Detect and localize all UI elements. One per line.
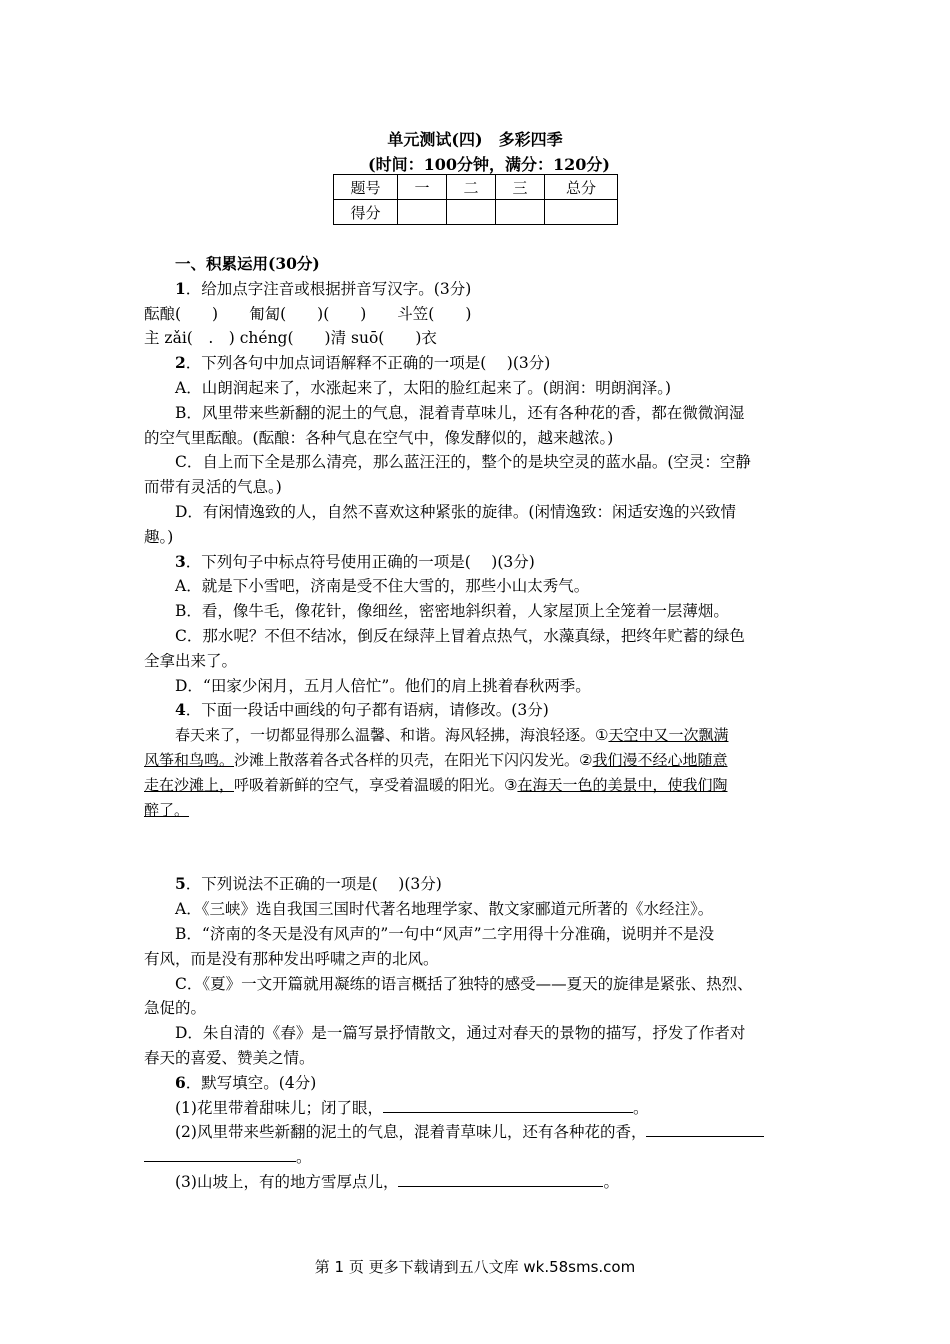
table-cell (496, 200, 545, 225)
question-number: 4 (175, 700, 186, 720)
underlined-sentence: 风筝和鸟鸣。 (144, 750, 235, 769)
question-1-line-1: 酝酿( ) 匍匐( )( ) 斗笠( ) (144, 304, 472, 323)
table-cell (447, 200, 496, 225)
question-2-stem (144, 351, 812, 376)
option-a: A．《三峡》选自我国三国时代著名地理学家、散文家郦道元所著的《水经注》。 (175, 900, 714, 919)
question-text: ．下列句子中标点符号使用正确的一项是( )(3分) (185, 552, 535, 571)
underlined-sentence: 在海天一色的美景中，使我们陶 (517, 775, 728, 794)
question-text: ．默写填空。(4分) (185, 1073, 317, 1092)
question-1-line-2: 主 zǎi( . ) chéng( )清 suō( )衣 (144, 329, 437, 348)
table-cell: 三 (496, 175, 545, 200)
table-row (334, 175, 618, 200)
option-b: B．“济南的冬天是没有风声的”一句中“风声”二字用得十分准确，说明并不是没 (175, 924, 715, 943)
exam-info: (时间：100分钟，满分：120分) (368, 155, 610, 174)
fill-blank-2 (144, 1120, 812, 1145)
option-b: B．看，像牛毛，像花针，像细丝，密密地斜织着，人家屋顶上全笼着一层薄烟。 (175, 602, 729, 621)
underlined-sentence: 醉了。 (144, 800, 190, 819)
passage-line (144, 748, 812, 773)
section-heading: 一、积累运用(30分) (175, 254, 320, 273)
question-number: 3 (175, 551, 186, 571)
table-cell (398, 200, 447, 225)
question-text: ．下列各句中加点词语解释不正确的一项是( )(3分) (185, 354, 551, 373)
option-d: D．“田家少闲月，五月人倍忙”。他们的肩上挑着春秋两季。 (175, 676, 591, 695)
option-b-cont: 有风，而是没有那种发出呼啸之声的北风。 (144, 949, 439, 968)
table-cell: 得分 (334, 200, 398, 225)
option-b-cont: 的空气里酝酿。(酝酿：各种气息在空气中，像发酵似的，越来越浓。) (144, 428, 614, 447)
option-d-cont: 春天的喜爱、赞美之情。 (144, 1048, 315, 1067)
score-table (333, 174, 618, 225)
question-number: 2 (175, 353, 186, 373)
fill-blank-1 (144, 1096, 812, 1121)
option-d: D．朱自清的《春》是一篇写景抒情散文，通过对春天的景物的描写，抒发了作者对 (175, 1024, 746, 1043)
passage-text: 沙滩上散落着各式各样的贝壳，在阳光下闪闪发光。② (234, 750, 593, 769)
option-c-cont: 急促的。 (144, 999, 207, 1018)
passage-line (144, 798, 812, 823)
underlined-sentence: 天空中又一次飘满 (608, 726, 729, 745)
fill-prompt: (1)花里带着甜味儿；闭了眼， (175, 1098, 383, 1117)
page-title: 单元测试(四) 多彩四季 (387, 130, 563, 149)
option-c-cont: 全拿出来了。 (144, 651, 238, 670)
option-b: B．风里带来些新翻的泥土的气息，混着青草味儿，还有各种花的香，都在微微润湿 (175, 403, 745, 422)
option-d: D．有闲情逸致的人，自然不喜欢这种紧张的旋律。(闲情逸致：闲适安逸的兴致情 (175, 502, 736, 521)
answer-space (144, 822, 812, 872)
fill-end: 。 (632, 1098, 649, 1117)
option-c: C．《夏》一文开篇就用凝练的语言概括了独特的感受——夏天的旋律是紧张、热烈、 (175, 974, 753, 993)
option-a: A．就是下小雪吧，济南是受不住大雪的，那些小山太秀气。 (175, 577, 590, 596)
passage-text: 春天来了，一切都显得那么温馨、和谐。海风轻拂，海浪轻逐。① (175, 726, 609, 745)
table-cell (545, 200, 618, 225)
table-cell: 二 (447, 175, 496, 200)
question-number: 1 (175, 278, 186, 298)
question-6-stem (144, 1071, 812, 1096)
option-d-cont: 趣。) (144, 527, 174, 546)
answer-blank[interactable] (646, 1122, 764, 1137)
table-cell: 总分 (545, 175, 618, 200)
option-c: C．那水呢？不但不结冰，倒反在绿萍上冒着点热气，水藻真绿，把终年贮蓄的绿色 (175, 626, 745, 645)
question-1-stem (144, 277, 812, 302)
option-c-cont: 而带有灵活的气息。) (144, 478, 282, 497)
underlined-sentence: 走在沙滩上， (144, 775, 235, 794)
question-3-stem (144, 550, 812, 575)
option-a: A．山朗润起来了，水涨起来了，太阳的脸红起来了。(朗润：明朗润泽。) (175, 378, 672, 397)
fill-blank-2-cont (144, 1145, 812, 1170)
question-4-stem (144, 698, 812, 723)
question-number: 6 (175, 1072, 186, 1092)
fill-end: 。 (603, 1172, 619, 1191)
question-text: ．给加点字注音或根据拼音写汉字。(3分) (185, 279, 472, 298)
fill-blank-3 (144, 1170, 812, 1195)
table-cell: 题号 (334, 175, 398, 200)
page-footer: 第 1 页 更多下载请到五八文库 wk.58sms.com (314, 1258, 636, 1276)
underlined-sentence: 我们漫不经心地随意 (592, 750, 728, 769)
answer-blank[interactable] (144, 1147, 296, 1162)
option-c: C．自上而下全是那么清亮，那么蓝汪汪的，整个的是块空灵的蓝水晶。(空灵：空静 (175, 453, 751, 472)
answer-blank[interactable] (398, 1172, 603, 1187)
table-row (334, 200, 618, 225)
passage-text: 呼吸着新鲜的空气，享受着温暖的阳光。③ (234, 775, 518, 794)
fill-prompt: (2)风里带来些新翻的泥土的气息，混着青草味儿，还有各种花的香， (175, 1123, 647, 1142)
fill-end: 。 (296, 1148, 312, 1167)
question-text: ．下面一段话中画线的句子都有语病，请修改。(3分) (185, 701, 549, 720)
question-number: 5 (175, 874, 186, 894)
fill-prompt: (3)山坡上，有的地方雪厚点儿， (175, 1172, 399, 1191)
exam-body (144, 252, 812, 1195)
question-5-stem (144, 872, 812, 897)
table-cell: 一 (398, 175, 447, 200)
question-text: ．下列说法不正确的一项是( )(3分) (185, 875, 442, 894)
passage-line (144, 773, 812, 798)
answer-blank[interactable] (383, 1098, 633, 1113)
passage-line (144, 723, 812, 748)
